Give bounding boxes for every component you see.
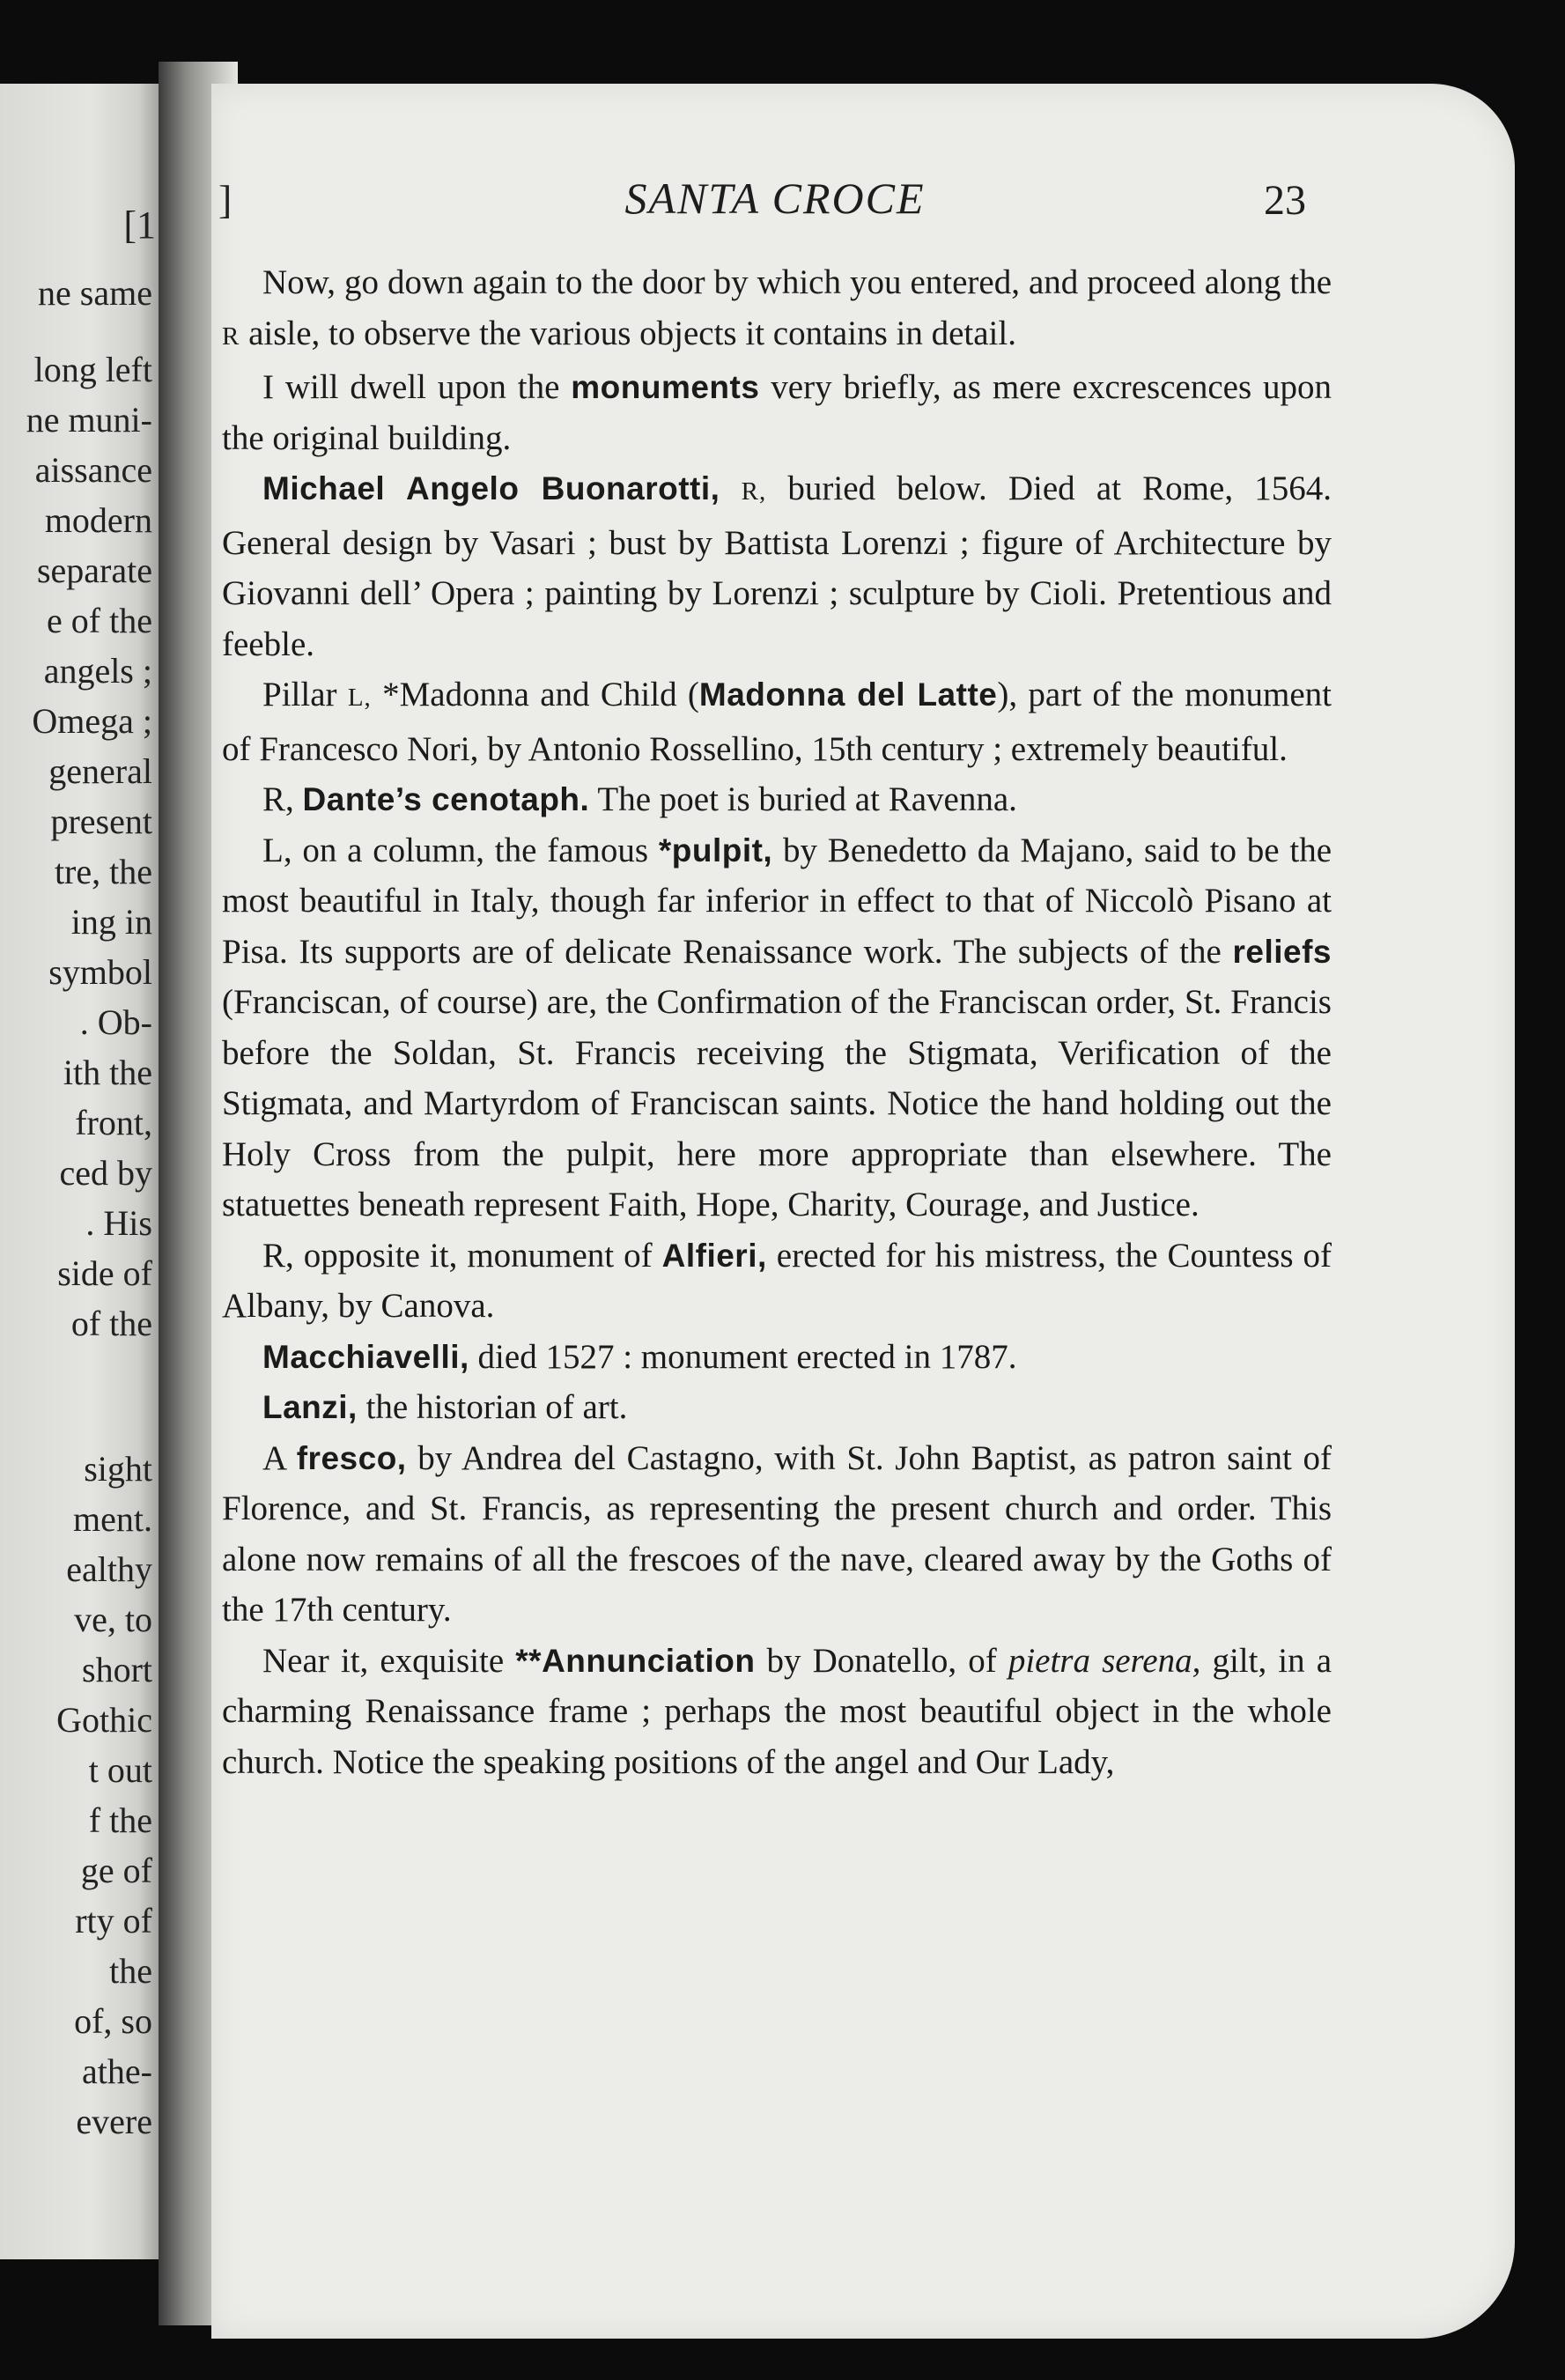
previous-page-line: angels ; (43, 651, 152, 691)
book-page (211, 84, 1515, 2339)
previous-page-line: ne muni- (26, 400, 152, 440)
previous-page-line: symbol (48, 952, 152, 992)
previous-page-line: of, so (74, 2001, 152, 2041)
previous-page-line: ment. (73, 1499, 152, 1539)
previous-page-line: ced by (59, 1153, 152, 1193)
page-title: SANTA CROCE (624, 174, 926, 223)
previous-page-line: ge of (80, 1851, 152, 1890)
previous-page-fragment (0, 84, 163, 2259)
bold-term: Michael Angelo Buonarotti, (262, 470, 720, 506)
previous-page-line: Omega ; (32, 701, 152, 741)
previous-page-line: ith the (63, 1053, 152, 1092)
previous-page-line: ne same (38, 273, 152, 313)
previous-page-line: ing in (70, 902, 152, 942)
previous-page-line: side of (57, 1253, 152, 1293)
bold-term: monuments (571, 369, 760, 405)
paragraph: Now, go down again to the door by which you entered, and proceed along the R aisle, to observe the various objects it contains in detail. (222, 263, 1332, 352)
page-number: 23 (1264, 177, 1306, 224)
italic-term: pietra serena, (1008, 1641, 1201, 1680)
previous-page-line: general (48, 751, 152, 791)
previous-page-line: e of the (47, 601, 152, 640)
previous-page-line: f the (88, 1800, 152, 1840)
paragraph: I will dwell upon the monuments very briefly, as mere excrescences upon the original building. (222, 368, 1332, 457)
bold-term: fresco, (296, 1439, 407, 1476)
paragraph: Macchiavelli, died 1527 : monument erected in 1787. (262, 1337, 1017, 1376)
previous-page-line: athe- (82, 2051, 152, 2091)
header-bracket: ] (218, 177, 233, 222)
running-header (211, 176, 1515, 238)
bold-term: *pulpit, (658, 832, 773, 868)
previous-page-line: . Ob- (79, 1002, 152, 1042)
bold-term: Lanzi, (262, 1389, 358, 1425)
previous-page-header: [1 (123, 203, 156, 247)
previous-page-line: ve, to (74, 1600, 152, 1639)
previous-page-line: sight (84, 1449, 152, 1489)
bold-term: reliefs (1232, 933, 1332, 970)
paragraph: L, on a column, the famous *pulpit, by Benedetto da Majano, said to be the most beautiful in Italy, though far inferior in effect to that of Niccolò Pisano at Pisa. Its supports are of delicate Renaissance work. The subjects of the reliefs (Franciscan, of course) are, the Confirmation of the Franciscan order, St. Francis before the Soldan, St. Francis receiving the Stigmata, Verification of the Stigmata, and Martyrdom of Franciscan saints. Notice the hand holding out the Holy Cross from the pulpit, here more appropriate than elsewhere. The statuettes beneath represent Faith, Hope, Charity, Courage, and Justice. (222, 831, 1332, 1223)
previous-page-line: long left (33, 350, 152, 389)
body-text (222, 257, 1332, 1787)
paragraph: R, Dante’s cenotaph. The poet is buried at Ravenna. (262, 780, 1017, 818)
paragraph: Lanzi, the historian of art. (262, 1388, 628, 1426)
previous-page-line: rty of (75, 1901, 152, 1940)
bold-term: Macchiavelli, (262, 1338, 469, 1375)
paragraph: Near it, exquisite **Annunciation by Donatello, of pietra serena, gilt, in a charming Renaissance frame ; perhaps the most beautiful object in the whole church. Notice the speaking positions of the angel and Our Lady, (222, 1641, 1332, 1781)
previous-page-line: Gothic (56, 1700, 152, 1740)
paragraph: Pillar L, *Madonna and Child (Madonna del Latte), part of the monument of Francesco Nori, by Antonio Rossellino, 15th century ; extremely beautiful. (222, 676, 1332, 768)
previous-page-line: of the (70, 1304, 152, 1343)
previous-page-line: evere (76, 2102, 152, 2141)
previous-page-line: present (50, 802, 152, 841)
previous-page-line: modern (44, 500, 152, 540)
bold-term: Madonna del Latte (698, 676, 998, 713)
previous-page-line: front, (75, 1103, 152, 1142)
paragraph: R, opposite it, monument of Alfieri, erected for his mistress, the Countess of Albany, by Canova. (222, 1236, 1332, 1325)
bold-term: Alfieri, (661, 1237, 767, 1274)
paragraph: Michael Angelo Buonarotti, R, buried below. Died at Rome, 1564. General design by Vasari ; bust by Battista Lorenzi ; figure of Architecture by Giovanni dell’ Opera ; painting by Lorenzi ; sculpture by Cioli. Pretentious and feeble. (222, 469, 1332, 663)
previous-page-line: the (109, 1951, 152, 1991)
previous-page-line: aissance (34, 450, 152, 490)
previous-page-line: t out (88, 1750, 152, 1790)
previous-page-line: separate (36, 551, 152, 590)
bold-term: **Annunciation (515, 1642, 756, 1679)
previous-page-line: ealthy (66, 1549, 152, 1589)
previous-page-line: tre, the (54, 852, 152, 891)
bold-term: Dante’s cenotaph. (302, 781, 590, 817)
previous-page-line: . His (85, 1203, 152, 1243)
paragraph: A fresco, by Andrea del Castagno, with St. John Baptist, as patron saint of Florence, and St. Francis, as representing the present church and order. This alone now remains of all the frescoes of the nave, cleared away by the Goths of the 17th century. (222, 1438, 1332, 1629)
previous-page-line: short (82, 1650, 152, 1689)
